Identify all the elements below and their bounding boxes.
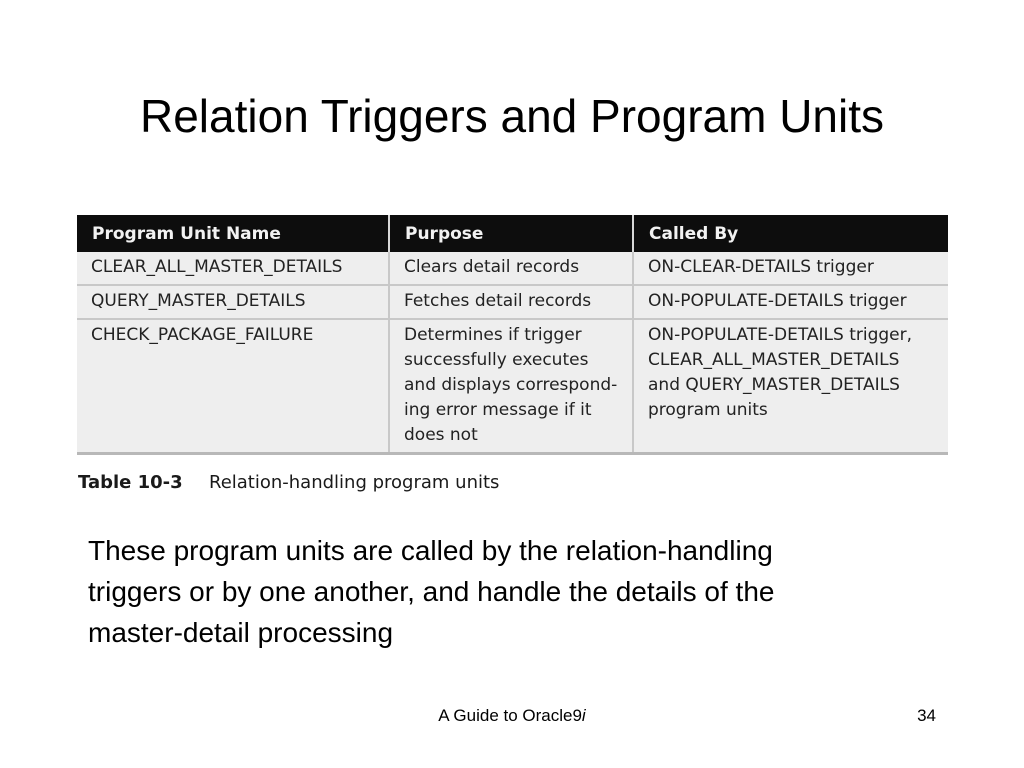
- table-row: [77, 285, 948, 319]
- table-row: [77, 319, 948, 454]
- cell-line: program units: [648, 400, 768, 420]
- header-called-by: Called By: [633, 215, 948, 252]
- header-program-unit-name: Program Unit Name: [77, 215, 389, 252]
- cell-line: QUERY_MASTER_DETAILS: [91, 291, 306, 311]
- cell-line: and QUERY_MASTER_DETAILS: [648, 375, 900, 395]
- cell-line: Fetches detail records: [404, 291, 592, 311]
- cell-called-by: [633, 252, 948, 285]
- cell-purpose: [389, 319, 633, 454]
- cell-line: and displays correspond-: [404, 375, 618, 395]
- cell-purpose: [389, 285, 633, 319]
- cell-line: ing error message if it: [404, 400, 592, 420]
- program-units-table-figure: [77, 215, 948, 455]
- cell-program-unit-name: [77, 252, 389, 285]
- cell-line: CHECK_PACKAGE_FAILURE: [91, 325, 314, 345]
- cell-line: ON-CLEAR-DETAILS trigger: [648, 257, 874, 277]
- cell-called-by: [633, 319, 948, 454]
- cell-purpose: [389, 252, 633, 285]
- cell-line: Clears detail records: [404, 257, 580, 277]
- body-line: These program units are called by the relation-handling: [88, 535, 773, 566]
- cell-program-unit-name: [77, 319, 389, 454]
- cell-line: ON-POPULATE-DETAILS trigger,: [648, 325, 913, 345]
- table-row: [77, 252, 948, 285]
- cell-line: Determines if trigger: [404, 325, 582, 345]
- cell-program-unit-name: [77, 285, 389, 319]
- cell-line: CLEAR_ALL_MASTER_DETAILS: [648, 350, 900, 370]
- cell-line: ON-POPULATE-DETAILS trigger: [648, 291, 907, 311]
- cell-line: successfully executes: [404, 350, 589, 370]
- cell-called-by: [633, 285, 948, 319]
- cell-line: does not: [404, 425, 478, 445]
- table-caption-label: Table 10-3: [78, 472, 183, 493]
- table-caption-text: Relation-handling program units: [209, 472, 500, 493]
- body-paragraph: [88, 530, 948, 653]
- cell-line: CLEAR_ALL_MASTER_DETAILS: [91, 257, 343, 277]
- footer-title-text: A Guide to Oracle9: [438, 706, 582, 725]
- body-line: master-detail processing: [88, 617, 394, 648]
- page-number: 34: [917, 706, 936, 725]
- table-caption: [78, 472, 499, 493]
- table-header-row: [77, 215, 948, 252]
- footer-title-italic: i: [581, 706, 586, 725]
- slide-title: Relation Triggers and Program Units: [140, 90, 884, 142]
- body-line: triggers or by one another, and handle the details of the: [88, 576, 775, 607]
- header-purpose: Purpose: [389, 215, 633, 252]
- program-units-table: [77, 215, 948, 455]
- footer-title: [0, 706, 1024, 726]
